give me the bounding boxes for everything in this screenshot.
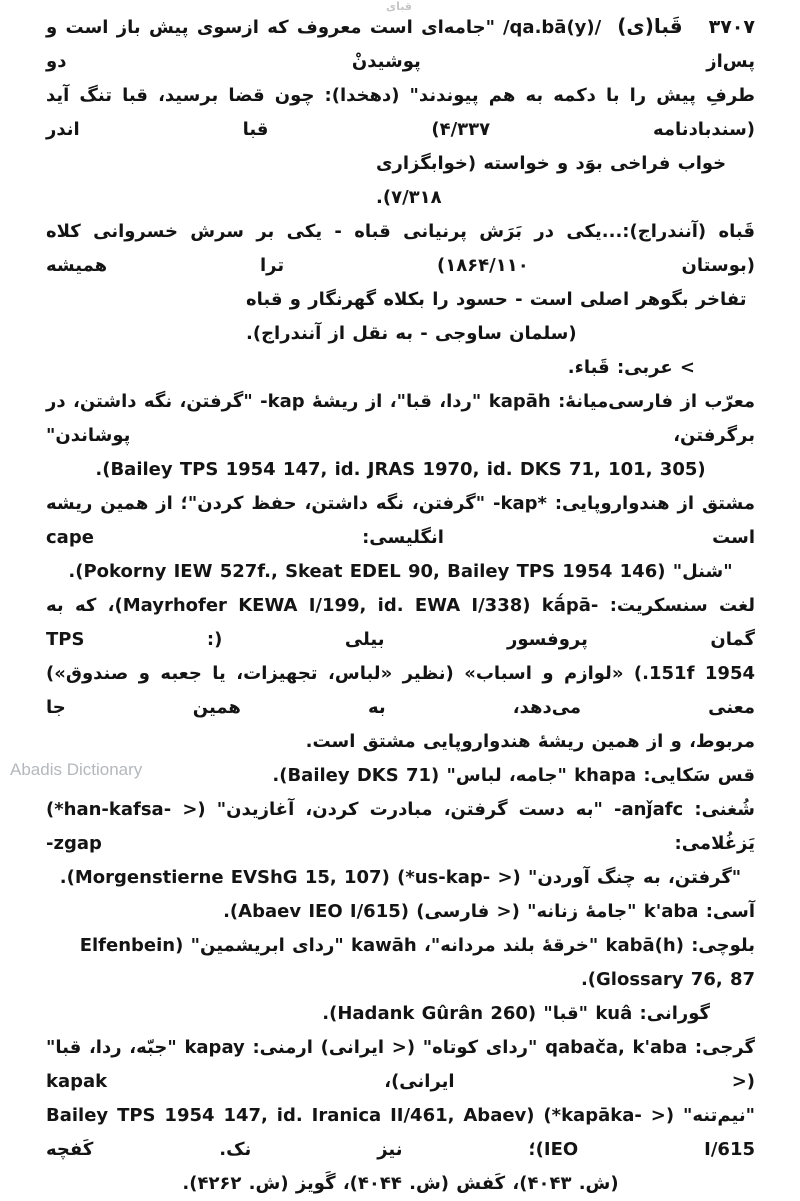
entry-line-7: معرّب از فارسی‌میانهٔ: kapāh "ردا، قبا"، از ریشهٔ kap- "گرفتن، نگه داشتن، در برگرفتن، پوشاندن" xyxy=(46,391,756,446)
entry-line-15: شُغنی: anǰafc- "به دست گرفتن، مبادرت کردن، آغازیدن" (< ‎*han-kafsa-‎) یَزغُلامی: zgap- xyxy=(46,799,755,854)
entry-line-6: > عربی: قَباء. xyxy=(567,357,695,378)
headword: قَبا(ی) xyxy=(617,14,683,38)
entry-line-4: قَباه (آنندراج):...یکی در بَرَش پرنیانی قباه - یکی بر سرش خسروانی کلاه (بوستان ۱۸۶۴/۱۱۰) ترا همیشه xyxy=(46,221,755,276)
entry-header-line xyxy=(46,9,755,79)
footer-brand: Abadis Dictionary xyxy=(10,760,143,779)
entry-line-16: "گرفتن، به چنگ آوردن" (< ‎*us-kap-‎)‏ (Morgenstierne EVShG 15, 107). xyxy=(59,867,742,888)
entry-number: ۳۷۰۷ xyxy=(708,16,755,38)
entry-line-14: قس سَکایی: khapa "جامه، لباس" (Bailey DKS 71). xyxy=(272,765,755,786)
entry-line-22: (ش. ۴۰۴۳)، کَفش (ش. ۴۰۴۴)، گَویز (ش. ۴۲۶۲). xyxy=(182,1173,619,1194)
entry-line-10: "شنل" (Pokorny IEW 527f., Skeat EDEL 90, Bailey TPS 1954 146). xyxy=(68,561,733,582)
entry-line-20: گرجی: qabača, k'aba "ردای کوتاه" (< ایرانی) ارمنی: kapay "جبّه، ردا، قبا" (< ایرانی)، kapak xyxy=(46,1037,755,1092)
page-watermark: قبای xyxy=(386,0,412,13)
entry-line-2: طرفِ پیش را با دکمه به هم پیوندند" (دهخدا): چون قضا برسید، قبا تنگ آید (سندبادنامه ۴/۳۳۷) قبا اندر xyxy=(46,85,755,140)
entry-line-5: تفاخر بگوهر اصلی است - حسود را بکلاه گهرنگار و قباه (سلمان ساوجی - به نقل از آنندراج). xyxy=(246,289,747,344)
entry-line-21: "نیم‌تنه" (< ‎*kapāka-‎)‏ (Bailey TPS 1954 147, id. Iranica II/461, Abaev IEO I/615)؛ نیز نک. کَفچه xyxy=(46,1105,755,1160)
entry-line-3: خواب فراخی بوَد و خواسته (خوابگزاری ۷/۳۱۸). xyxy=(376,153,727,208)
pronunciation: /qa.bā(y)/ xyxy=(502,17,602,38)
entry-line-13: مربوط، و از همین ریشهٔ هندواروپایی مشتق است. xyxy=(305,731,755,752)
definition-text-start: "جامه‌ای است معروف که ازسوی پیش باز است و پس‌از پوشیدنْ دو xyxy=(46,17,755,72)
entry-line-11: لغت سنسکریت: kā́pā-‎‏ (Mayrhofer KEWA I/199, id. EWA I/338)، که به گمان پروفسور بیلی (: TPS xyxy=(46,595,755,650)
entry-line-19: گورانی: kuâ "قبا" (Hadank Gûrân 260). xyxy=(322,1003,710,1024)
entry-line-17: آسی: k'aba "جامهٔ زنانه" (< فارسی) (Abaev IEO I/615). xyxy=(223,901,755,922)
entry-line-18: بلوچی: kabā(h) "خرقهٔ بلند مردانه"، kawāh "ردای ابریشمین" (Elfenbein Glossary 76, 87). xyxy=(79,935,755,990)
entry-line-9: مشتق از هندواروپایی: *kap- "گرفتن، نگه داشتن، حفظ کردن"؛ از همین ریشه است انگلیسی: cape xyxy=(46,493,755,548)
entry-line-8: (Bailey TPS 1954 147, id. JRAS 1970, id. DKS 71, 101, 305). xyxy=(95,459,706,480)
entry-line-12: 1954 151f.) «لوازم و اسباب» (نظیر «لباس، تجهیزات، یا جعبه و صندوق») معنی می‌دهد، به همین جا xyxy=(46,663,755,718)
